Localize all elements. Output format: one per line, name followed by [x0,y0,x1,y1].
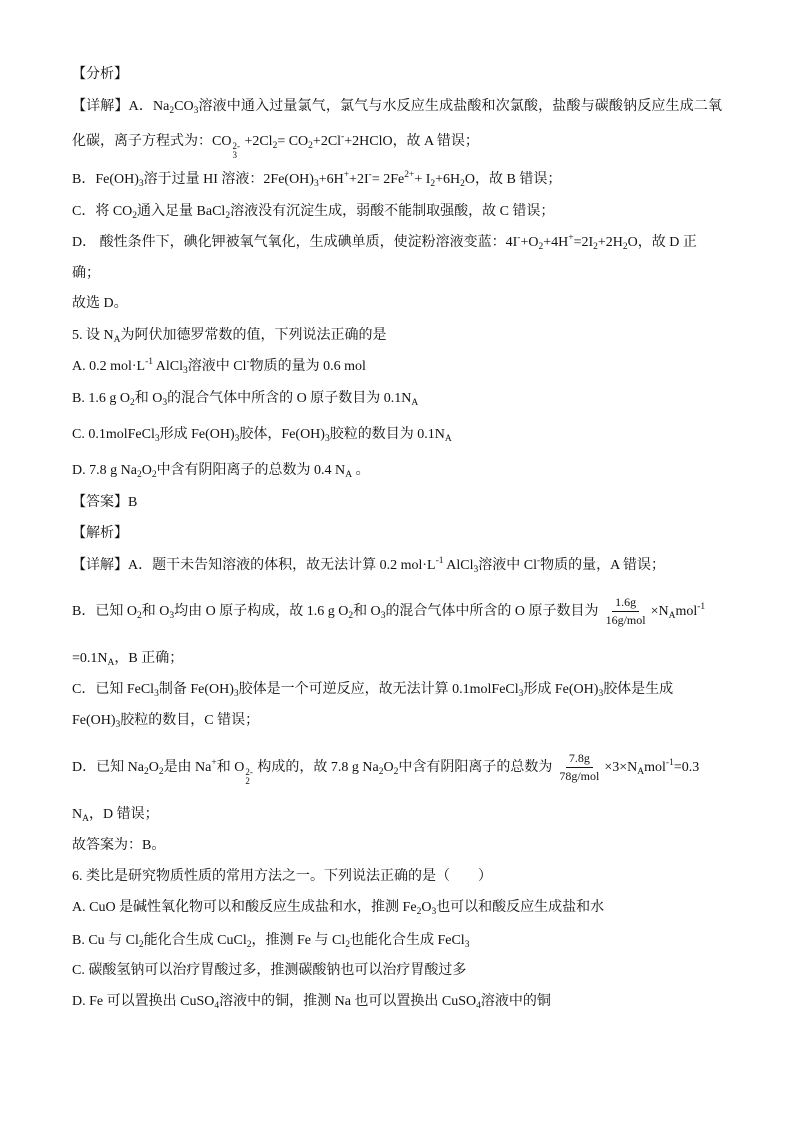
text-run: ，推测 Fe 与 Cl [251,933,346,948]
text-run: B．已知 O [72,604,137,619]
superscript: 2- [245,767,253,777]
subscript: 2 [151,470,157,480]
question5-detail-line [72,805,159,825]
text-run: 的混合气体中所含的 O 原子数目为 [385,604,599,619]
superscript: + [568,233,574,243]
question5-option-a [72,357,366,377]
question5-option-d [72,461,370,481]
text-run: B．Fe(OH) [72,172,139,187]
subscript: 3 [313,179,319,189]
text-run: +2HClO，故 A 错误； [344,134,479,149]
question5-detail-line [72,680,673,700]
subscript: A [444,434,452,444]
text-run: ，B 正确； [114,651,184,666]
fraction-denominator: 78g/mol [559,769,600,784]
text-run: 也可以和酸反应生成盐和水 [436,900,605,915]
question5-option-b [72,389,418,409]
text-run: +2I [349,172,369,187]
text-run: 形成 Fe(OH) [523,682,599,697]
superscript: - [368,170,372,180]
subscript: 2 [245,776,250,786]
subscript: 2 [622,242,628,252]
text-run: O [383,760,394,775]
analysis-detail-line [72,97,722,117]
text-run: C. 0.1molFeCl [72,427,155,442]
subscript: 3 [380,611,386,621]
text-run: AlCl [153,359,183,374]
subscript: 3 [169,611,175,621]
analysis-detail-line [72,202,554,222]
text-run: A. CuO 是碱性氧化物可以和酸反应生成盐和水，推测 Fe [72,900,417,915]
text-run: 制备 Fe(OH) [158,682,234,697]
subscript: 2 [378,767,384,777]
text-run: 和 O [134,391,163,406]
text-run: 是由 Na [163,760,212,775]
question5-detail-line [72,711,259,731]
text-run: 物质的量，A 错误； [540,558,665,573]
text-run: D. Fe 可以置换出 CuSO [72,994,215,1009]
question5-detail-line [72,649,183,669]
superscript: - [341,132,345,142]
stacked-index [245,768,253,786]
subscript: 4 [214,1001,220,1011]
text-run: +2H [597,235,623,250]
text-run: 故答案为：B。 [72,838,166,853]
subscript: A [345,470,353,480]
text-run: = 2Fe [371,172,405,187]
text-run: 均由 O 原子构成，故 1.6 g O [174,604,349,619]
superscript: - [246,357,250,367]
text-run: + I [414,172,431,187]
subscript: A [107,658,115,668]
text-run: C．已知 FeCl [72,682,155,697]
text-run: CO [174,99,194,114]
analysis-detail-line [72,264,100,284]
subscript: 2 [593,242,598,252]
subscript: 2 [138,940,144,950]
text-run: 胶体是生成 [603,682,674,697]
subscript: 2 [272,141,278,151]
subscript: 3 [431,907,437,917]
subscript: 3 [154,434,160,444]
text-run: C．将 CO [72,204,133,219]
text-run: mol [644,760,666,775]
subscript: 2 [169,106,175,116]
subscript: 2 [430,179,436,189]
text-run: 胶粒的数目，C 错误； [120,713,260,728]
text-run: O，故 B 错误； [464,172,562,187]
question5-detail-line [72,556,665,576]
subscript: 4 [476,1001,481,1011]
superscript: -1 [697,602,706,612]
subscript: 3 [193,106,199,116]
subscript: 3 [162,398,168,408]
subscript: 2 [143,767,149,777]
subscript: 2 [246,940,252,950]
superscript: - [536,556,541,566]
question5-detail-line [72,594,705,630]
subscript: A [82,814,89,824]
subscript: 3 [598,689,604,699]
text-run: 物质的量为 0.6 mol [249,359,366,374]
superscript: - [517,233,521,243]
text-run: 能化合生成 CuCl [143,933,247,948]
analysis-detail-line [72,170,561,190]
text-run: 为阿伏加德罗常数的值，下列说法正确的是 [120,328,387,343]
text-run: 中含有阴阳离子的总数为 0.4 N [156,463,346,478]
text-run: ×3×N [604,760,638,775]
question5-detail-line [72,750,699,786]
text-run: 。 [352,463,370,478]
question6-option-b [72,931,469,951]
text-run: mol [675,604,698,619]
text-run: +6H [318,172,344,187]
question5-answer: 【答案】B [72,495,138,510]
fraction-denominator: 16g/mol [605,613,646,628]
subscript: 2 [136,611,142,621]
superscript: 2- [232,141,240,151]
text-run: 溶液中通入过量氯气，氯气与水反应生成盐酸和次氯酸，盐酸与碳酸钠反应生成二氧 [198,99,722,114]
text-run: 故选 D。 [72,296,128,311]
text-run: 溶于过量 HI 溶液：2Fe(OH) [143,172,314,187]
text-run: N [72,807,83,822]
analysis-conclusion [72,294,128,314]
text-run: 通入足量 BaCl [137,204,226,219]
subscript: 3 [232,150,237,160]
text-run: +2Cl [240,134,273,149]
text-run: 溶液没有沉淀生成，弱酸不能制取强酸，故 C 错误； [230,204,555,219]
text-run: =2I [573,235,594,250]
subscript: A [411,398,419,408]
subscript: 2 [460,179,465,189]
text-run: B. Cu 与 Cl [72,933,139,948]
subscript: A [668,611,676,621]
subscript: 2 [158,767,164,777]
text-run: 中含有阴阳离子的总数为 [398,760,553,775]
text-run: ，D 错误； [89,807,159,822]
superscript: + [343,170,350,180]
text-run: 溶液中 Cl [478,558,537,573]
text-run: 确； [72,266,100,281]
subscript: 3 [233,689,239,699]
subscript: 2 [393,767,399,777]
text-run: +4H [543,235,569,250]
text-run: =0.1N [72,651,108,666]
text-run: +6H [435,172,461,187]
text-run: D． 酸性条件下，碘化钾被氧气氧化，生成碘单质，使淀粉溶液变蓝：4I [72,235,518,250]
subscript: 2 [136,470,142,480]
text-run: AlCl [443,558,474,573]
text-run: 胶粒的数目为 0.1N [329,427,445,442]
text-run: C. 碳酸氢钠可以治疗胃酸过多，推测碳酸钠也可以治疗胃酸过多 [72,963,467,978]
text-run: 溶液中的铜，推测 Na 也可以置换出 CuSO [219,994,477,1009]
superscript: 2+ [404,170,415,180]
text-run: 溶液中 Cl [187,359,247,374]
question6-option-a [72,898,604,918]
text-run: 的混合气体中所含的 O 原子数目为 0.1N [167,391,412,406]
subscript: 2 [132,211,138,221]
subscript: 3 [138,179,144,189]
question5-option-c [72,425,452,445]
question5-conclusion [72,836,165,856]
subscript: 2 [345,940,350,950]
text-run: 化碳，离子方程式为：CO [72,134,232,149]
subscript: 3 [183,366,188,376]
subscript: 3 [464,940,470,950]
text-run: =0.3 [673,760,700,775]
text-run: Fe(OH) [72,713,116,728]
subscript: 2 [416,907,422,917]
text-run: O [141,463,152,478]
text-run: B. 1.6 g O [72,391,130,406]
text-run: 和 O [216,760,245,775]
fraction-numerator: 1.6g [612,595,639,612]
text-run: 6. 类比是研究物质性质的常用方法之一。下列说法正确的是（ ） [72,869,492,884]
fraction [603,595,649,628]
subscript: 2 [308,141,313,151]
text-run: ×N [650,604,669,619]
analysis-detail-line [72,132,479,160]
question6-option-d [72,992,551,1012]
analysis-detail-line [72,233,697,253]
superscript: -1 [665,758,674,768]
text-run: 胶体是一个可逆反应，故无法计算 0.1molFeCl [238,682,519,697]
subscript: 3 [154,689,159,699]
text-run: 【详解】A．Na [72,99,170,114]
subscript: 2 [538,242,544,252]
question6-stem [72,867,492,887]
text-run: 和 O [141,604,170,619]
subscript: 3 [473,565,479,575]
subscript: 3 [518,689,524,699]
question5-solution-label: 【解析】 [72,526,128,541]
superscript: + [211,758,217,768]
subscript: 3 [324,434,330,444]
text-run: = CO [277,134,309,149]
stacked-index [232,142,240,160]
superscript: -1 [145,357,154,367]
text-run: +O [520,235,539,250]
subscript: A [113,335,121,345]
text-run: 也能化合生成 FeCl [349,933,465,948]
subscript: 3 [234,434,240,444]
text-run: 5. 设 N [72,328,114,343]
text-run: D. 7.8 g Na [72,463,137,478]
question5-stem [72,326,387,346]
text-run: +2Cl [312,134,342,149]
text-run: 溶液中的铜 [480,994,551,1009]
text-run: O [148,760,159,775]
subscript: 2 [129,398,135,408]
text-run: O [421,900,432,915]
text-run: D．已知 Na [72,760,144,775]
text-run: 【详解】A．题干未告知溶液的体积，故无法计算 0.2 mol·L [72,558,436,573]
analysis-label: 【分析】 [72,67,128,82]
fraction-numerator: 7.8g [566,751,593,768]
text-run: 和 O [353,604,381,619]
fraction [556,751,602,784]
subscript: A [637,767,645,777]
text-run: 构成的，故 7.8 g Na [253,760,379,775]
superscript: -1 [435,556,444,566]
subscript: 2 [225,211,231,221]
text-run: 胶体，Fe(OH) [239,427,325,442]
text-run: O，故 D 正 [627,235,697,250]
text-run: A. 0.2 mol·L [72,359,146,374]
text-run: 形成 Fe(OH) [159,427,235,442]
subscript: 3 [115,720,121,730]
subscript: 2 [348,611,354,621]
question6-option-c [72,961,466,981]
